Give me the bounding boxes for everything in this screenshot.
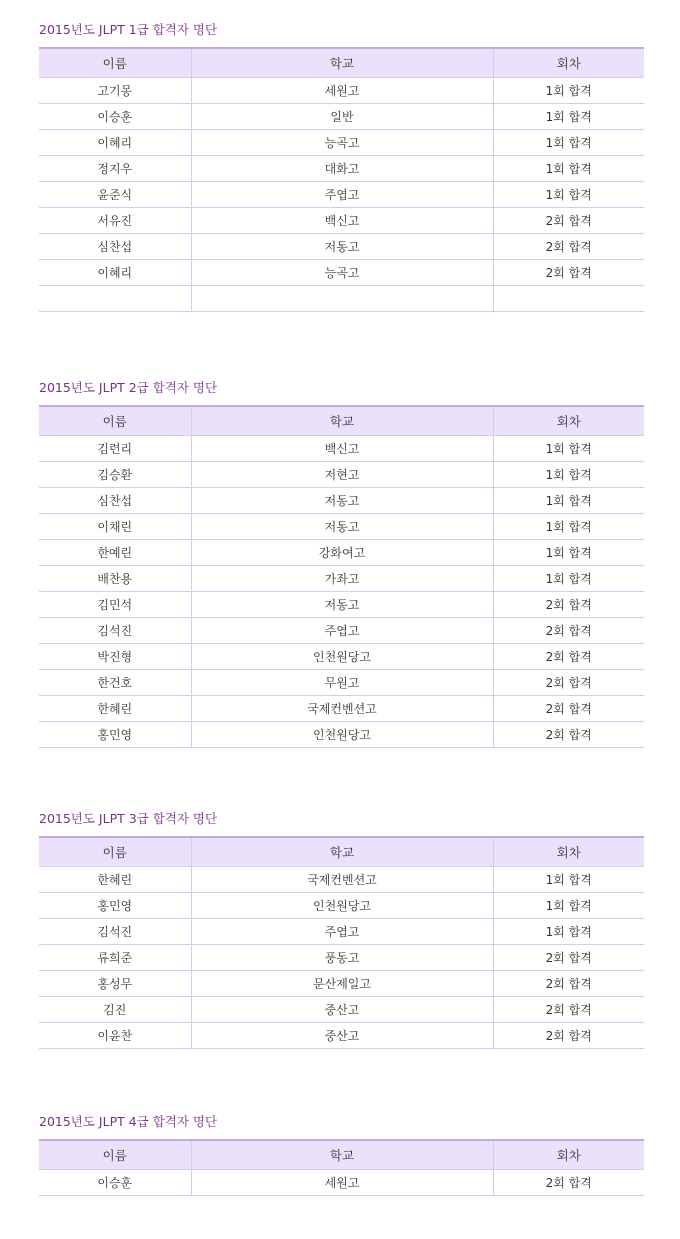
table-row xyxy=(39,997,644,1023)
cell-name: 김진 xyxy=(39,997,191,1023)
section-title: 2015년도 JLPT 2급 합격자 명단 xyxy=(39,380,218,395)
cell-name: 정지우 xyxy=(39,156,191,182)
cell-school: 능곡고 xyxy=(191,130,493,156)
cell-round: 2회 합격 xyxy=(493,234,644,260)
table-row xyxy=(39,182,644,208)
cell-name: 홍성무 xyxy=(39,971,191,997)
cell-round: 2회 합격 xyxy=(493,644,644,670)
table-row xyxy=(39,1170,644,1196)
cell-school: 인천원당고 xyxy=(191,644,493,670)
cell-round: 1회 합격 xyxy=(493,182,644,208)
table-row xyxy=(39,722,644,748)
cell-round: 2회 합격 xyxy=(493,1023,644,1049)
cell-school: 능곡고 xyxy=(191,260,493,286)
section-title: 2015년도 JLPT 3급 합격자 명단 xyxy=(39,811,218,826)
cell-name: 고기몽 xyxy=(39,78,191,104)
cell-round: 1회 합격 xyxy=(493,540,644,566)
cell-school: 무원고 xyxy=(191,670,493,696)
cell-round: 1회 합격 xyxy=(493,104,644,130)
table-row xyxy=(39,436,644,462)
cell-school: 일반 xyxy=(191,104,493,130)
column-header-round: 회차 xyxy=(493,48,644,78)
table-row xyxy=(39,919,644,945)
cell-school: 강화여고 xyxy=(191,540,493,566)
table-row xyxy=(39,867,644,893)
cell-school: 문산제일고 xyxy=(191,971,493,997)
column-header-school: 학교 xyxy=(191,837,493,867)
section-title: 2015년도 JLPT 1급 합격자 명단 xyxy=(39,22,218,37)
cell-school: 가좌고 xyxy=(191,566,493,592)
table-row xyxy=(39,156,644,182)
cell-round xyxy=(493,286,644,312)
table-row xyxy=(39,592,644,618)
cell-name: 김민석 xyxy=(39,592,191,618)
cell-school: 주엽고 xyxy=(191,618,493,644)
cell-name: 이채린 xyxy=(39,514,191,540)
table-row xyxy=(39,696,644,722)
cell-school: 중산고 xyxy=(191,1023,493,1049)
section-level-3 xyxy=(39,809,644,1049)
column-header-round: 회차 xyxy=(493,406,644,436)
cell-school: 저동고 xyxy=(191,592,493,618)
table-row xyxy=(39,566,644,592)
cell-round: 2회 합격 xyxy=(493,592,644,618)
table-row xyxy=(39,893,644,919)
cell-round: 1회 합격 xyxy=(493,462,644,488)
table-row xyxy=(39,945,644,971)
cell-school: 저동고 xyxy=(191,488,493,514)
cell-round: 1회 합격 xyxy=(493,514,644,540)
cell-round: 1회 합격 xyxy=(493,893,644,919)
cell-school: 백신고 xyxy=(191,436,493,462)
column-header-school: 학교 xyxy=(191,1140,493,1170)
cell-name: 김석진 xyxy=(39,618,191,644)
roster-table xyxy=(39,836,644,1049)
cell-name: 서유진 xyxy=(39,208,191,234)
cell-school: 중산고 xyxy=(191,997,493,1023)
table-row-empty xyxy=(39,286,644,312)
cell-school: 저동고 xyxy=(191,234,493,260)
cell-round: 2회 합격 xyxy=(493,670,644,696)
cell-name: 심찬섭 xyxy=(39,488,191,514)
cell-round: 2회 합격 xyxy=(493,945,644,971)
table-row xyxy=(39,462,644,488)
cell-round: 2회 합격 xyxy=(493,208,644,234)
cell-name: 이승훈 xyxy=(39,1170,191,1196)
cell-name: 김승환 xyxy=(39,462,191,488)
column-header-round: 회차 xyxy=(493,1140,644,1170)
cell-round: 2회 합격 xyxy=(493,618,644,644)
table-row xyxy=(39,488,644,514)
table-row xyxy=(39,644,644,670)
cell-name: 한예린 xyxy=(39,540,191,566)
header-row xyxy=(39,1140,644,1170)
table-row xyxy=(39,78,644,104)
cell-name: 한혜린 xyxy=(39,696,191,722)
cell-name: 류희준 xyxy=(39,945,191,971)
cell-school: 풍동고 xyxy=(191,945,493,971)
cell-school: 인천원당고 xyxy=(191,722,493,748)
column-header-school: 학교 xyxy=(191,48,493,78)
cell-name: 이혜리 xyxy=(39,130,191,156)
table-row xyxy=(39,260,644,286)
table-row xyxy=(39,540,644,566)
cell-school xyxy=(191,286,493,312)
table-row xyxy=(39,234,644,260)
section-level-4 xyxy=(39,1112,644,1196)
cell-round: 1회 합격 xyxy=(493,919,644,945)
roster-table xyxy=(39,47,644,312)
cell-school: 저현고 xyxy=(191,462,493,488)
cell-school: 국제컨벤션고 xyxy=(191,696,493,722)
cell-round: 1회 합격 xyxy=(493,436,644,462)
cell-round: 1회 합격 xyxy=(493,130,644,156)
table-row xyxy=(39,208,644,234)
column-header-school: 학교 xyxy=(191,406,493,436)
header-row xyxy=(39,837,644,867)
cell-round: 1회 합격 xyxy=(493,156,644,182)
cell-name: 한건호 xyxy=(39,670,191,696)
table-row xyxy=(39,104,644,130)
cell-round: 2회 합격 xyxy=(493,260,644,286)
cell-round: 1회 합격 xyxy=(493,488,644,514)
cell-name: 배찬용 xyxy=(39,566,191,592)
cell-name: 이승훈 xyxy=(39,104,191,130)
column-header-name: 이름 xyxy=(39,837,191,867)
cell-name: 한혜린 xyxy=(39,867,191,893)
cell-school: 인천원당고 xyxy=(191,893,493,919)
roster-table xyxy=(39,405,644,748)
table-row xyxy=(39,670,644,696)
cell-round: 1회 합격 xyxy=(493,566,644,592)
table-row xyxy=(39,618,644,644)
cell-name: 박진형 xyxy=(39,644,191,670)
cell-name xyxy=(39,286,191,312)
cell-school: 세원고 xyxy=(191,1170,493,1196)
roster-table xyxy=(39,1139,644,1196)
cell-school: 주엽고 xyxy=(191,919,493,945)
cell-school: 백신고 xyxy=(191,208,493,234)
section-title: 2015년도 JLPT 4급 합격자 명단 xyxy=(39,1114,218,1129)
cell-round: 2회 합격 xyxy=(493,696,644,722)
table-row xyxy=(39,1023,644,1049)
cell-school: 대화고 xyxy=(191,156,493,182)
table-row xyxy=(39,971,644,997)
cell-school: 주엽고 xyxy=(191,182,493,208)
section-level-1 xyxy=(39,20,644,312)
cell-name: 홍민영 xyxy=(39,722,191,748)
cell-name: 윤준식 xyxy=(39,182,191,208)
cell-round: 2회 합격 xyxy=(493,997,644,1023)
cell-school: 저동고 xyxy=(191,514,493,540)
cell-name: 심찬섭 xyxy=(39,234,191,260)
header-row xyxy=(39,48,644,78)
cell-name: 홍민영 xyxy=(39,893,191,919)
cell-round: 2회 합격 xyxy=(493,971,644,997)
column-header-name: 이름 xyxy=(39,406,191,436)
cell-round: 1회 합격 xyxy=(493,78,644,104)
cell-name: 이윤찬 xyxy=(39,1023,191,1049)
cell-round: 1회 합격 xyxy=(493,867,644,893)
cell-round: 2회 합격 xyxy=(493,722,644,748)
cell-name: 김석진 xyxy=(39,919,191,945)
cell-name: 이혜리 xyxy=(39,260,191,286)
header-row xyxy=(39,406,644,436)
cell-round: 2회 합격 xyxy=(493,1170,644,1196)
cell-school: 세원고 xyxy=(191,78,493,104)
cell-school: 국제컨벤션고 xyxy=(191,867,493,893)
section-level-2 xyxy=(39,378,644,748)
table-row xyxy=(39,514,644,540)
table-row xyxy=(39,130,644,156)
column-header-name: 이름 xyxy=(39,1140,191,1170)
column-header-round: 회차 xyxy=(493,837,644,867)
column-header-name: 이름 xyxy=(39,48,191,78)
cell-name: 김련리 xyxy=(39,436,191,462)
